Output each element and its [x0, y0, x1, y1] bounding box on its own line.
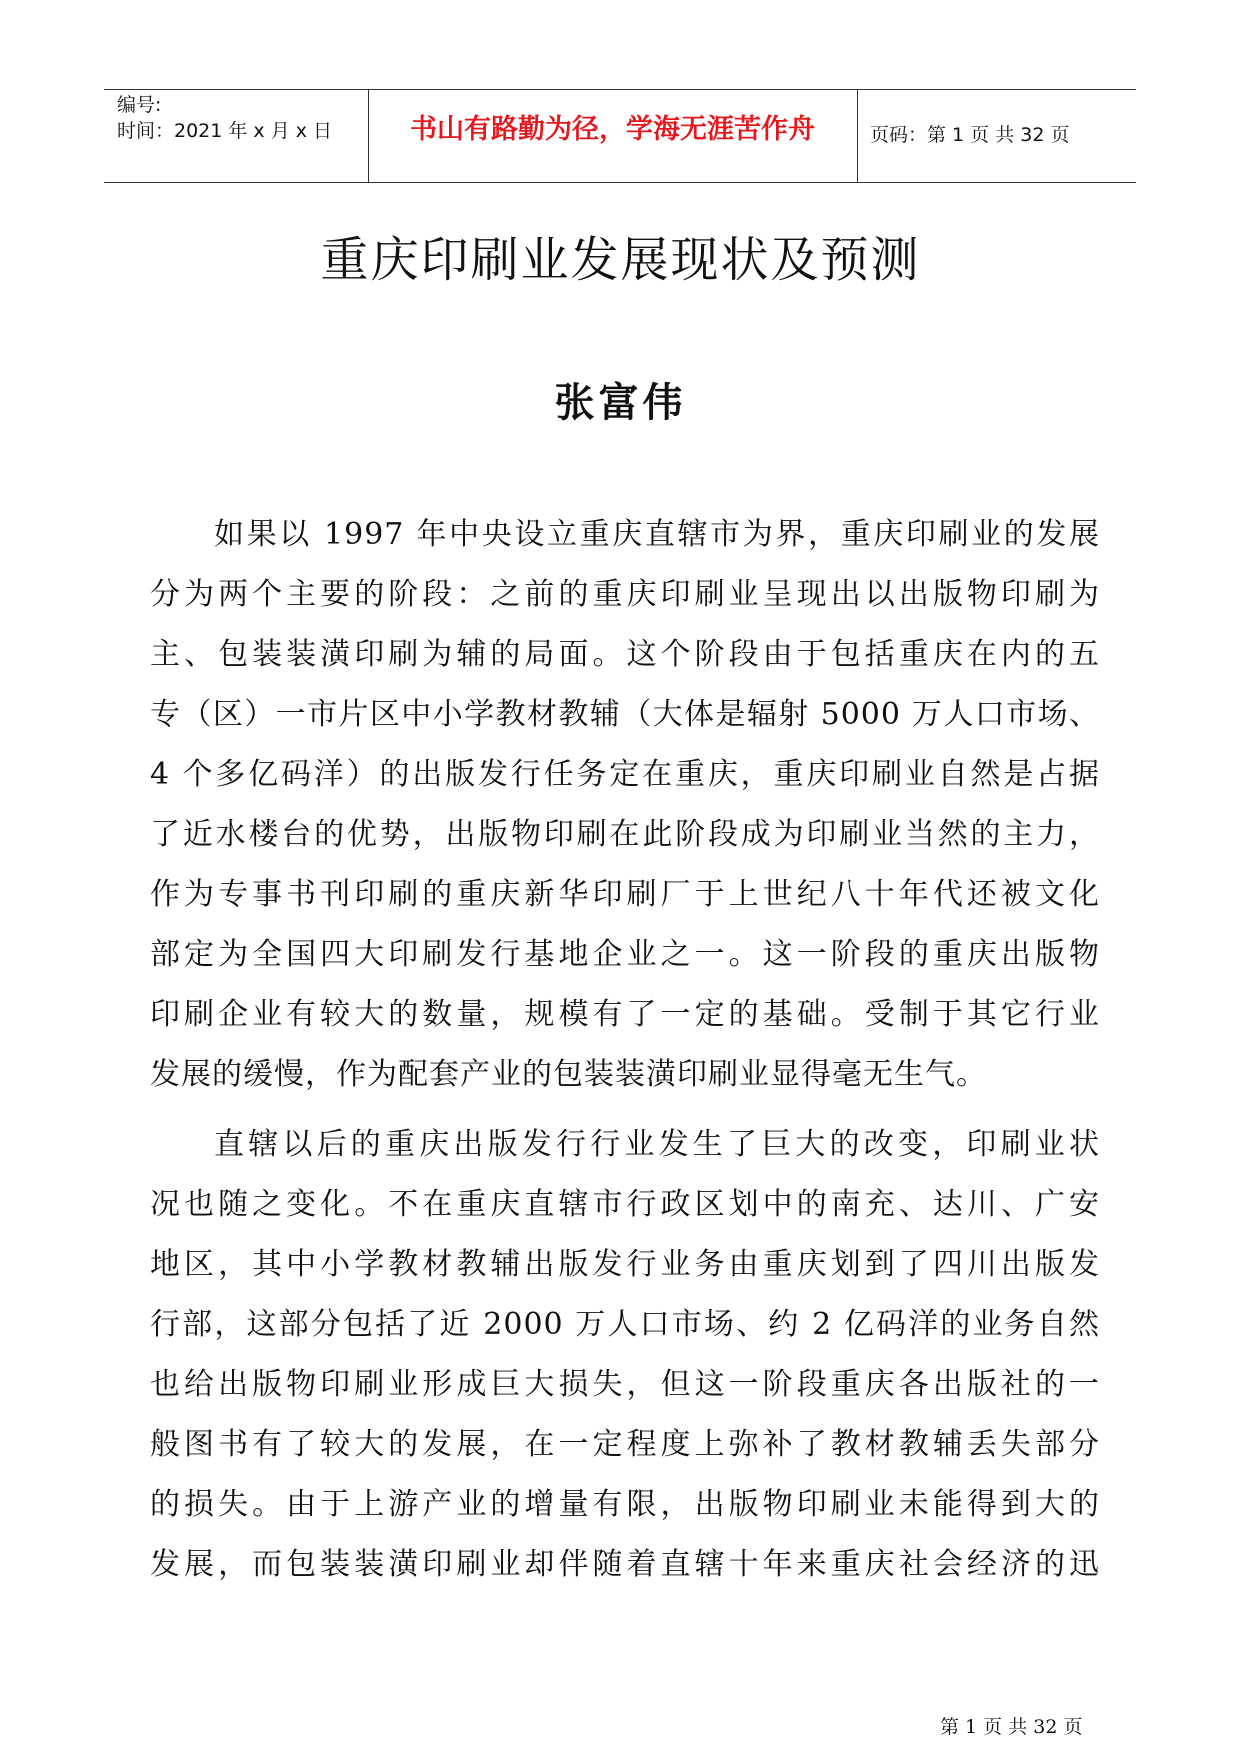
document-author: 张富伟	[554, 380, 687, 426]
text-line: 主、包装装潢印刷为辅的局面。这个阶段由于包括重庆在内的五	[150, 637, 1100, 672]
text-line: 直辖以后的重庆出版发行行业发生了巨大的改变，印刷业状	[214, 1127, 1100, 1162]
text-line: 作为专事书刊印刷的重庆新华印刷厂于上世纪八十年代还被文化	[150, 877, 1100, 912]
text-line: 分为两个主要的阶段：之前的重庆印刷业呈现出以出版物印刷为	[150, 577, 1100, 612]
document-number-label: 编号:	[117, 94, 162, 116]
document-title: 重庆印刷业发展现状及预测	[320, 232, 921, 288]
text-line: 地区，其中小学教材教辅出版发行业务由重庆划到了四川出版发	[150, 1247, 1100, 1282]
text-line: 般图书有了较大的发展，在一定程度上弥补了教材教辅丢失部分	[150, 1427, 1100, 1462]
text-line: 的损失。由于上游产业的增量有限，出版物印刷业未能得到大的	[150, 1487, 1100, 1522]
paragraph	[150, 1115, 1100, 1595]
header-meta	[117, 92, 362, 144]
text-line: 部定为全国四大印刷发行基地企业之一。这一阶段的重庆出版物	[150, 937, 1100, 972]
header-bottom-rule	[104, 182, 1136, 183]
document-time-label: 时间：2021 年 x 月 x 日	[117, 120, 333, 142]
text-line: 4 个多亿码洋）的出版发行任务定在重庆，重庆印刷业自然是占据	[150, 757, 1100, 792]
text-line: 行部，这部分包括了近 2000 万人口市场、约 2 亿码洋的业务自然	[150, 1307, 1100, 1342]
text-line: 专（区）一市片区中小学教材教辅（大体是辐射 5000 万人口市场、	[150, 697, 1100, 732]
text-line: 印刷企业有较大的数量，规模有了一定的基础。受制于其它行业	[150, 997, 1100, 1032]
header-top-rule	[104, 89, 1136, 90]
page-footer: 第 1 页 共 32 页	[940, 1716, 1083, 1738]
text-line: 也给出版物印刷业形成巨大损失，但这一阶段重庆各出版社的一	[150, 1367, 1100, 1402]
header-divider-right	[857, 89, 858, 183]
text-line: 发展，而包装装潢印刷业却伴随着直辖十年来重庆社会经济的迅	[150, 1547, 1100, 1582]
text-line: 了近水楼台的优势，出版物印刷在此阶段成为印刷业当然的主力，	[150, 817, 1100, 852]
text-line: 如果以 1997 年中央设立重庆直辖市为界，重庆印刷业的发展	[214, 517, 1100, 552]
paragraph	[150, 505, 1100, 1105]
document-body	[150, 505, 1100, 1595]
header-page-number: 页码：第 1 页 共 32 页	[870, 124, 1070, 146]
text-line: 发展的缓慢，作为配套产业的包装装潢印刷业显得毫无生气。	[150, 1057, 987, 1092]
header-motto: 书山有路勤为径，学海无涯苦作舟	[410, 114, 815, 145]
text-line: 况也随之变化。不在重庆直辖市行政区划中的南充、达川、广安	[150, 1187, 1100, 1222]
